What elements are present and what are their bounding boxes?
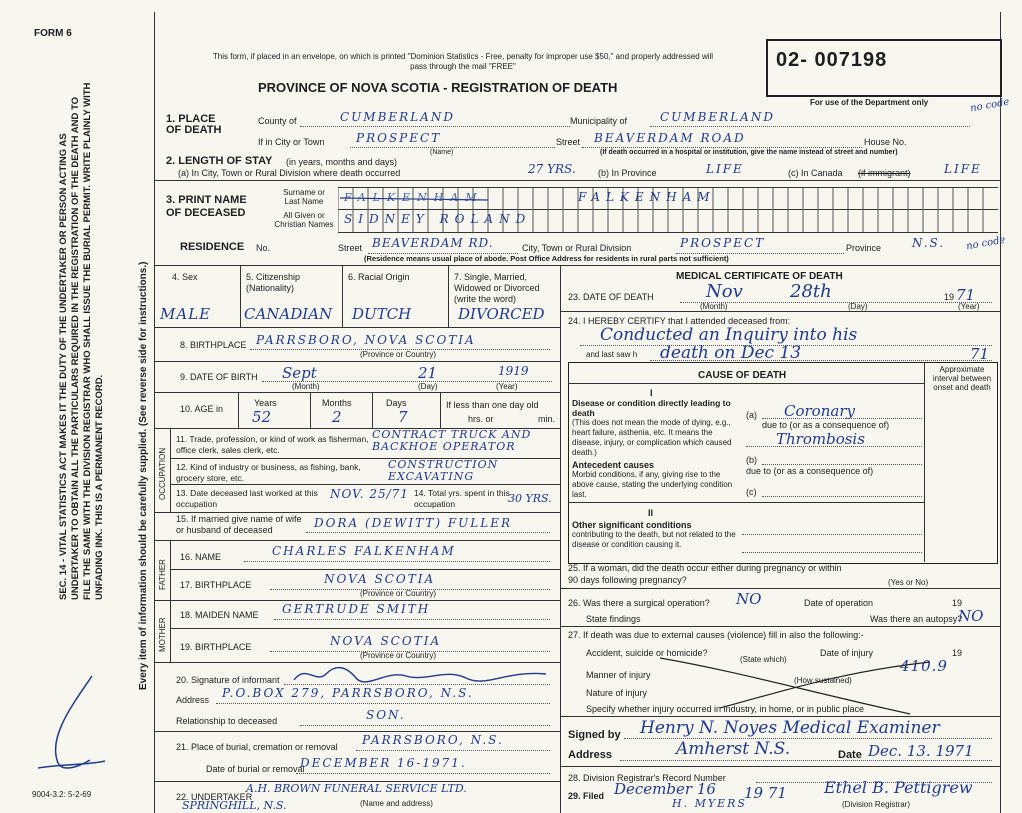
registrar-signature: Ethel B. Pettigrew	[824, 778, 973, 797]
surname-struck: FALKENHAM	[344, 191, 484, 204]
registration-number: 02- 007198	[776, 49, 888, 71]
filed-year: 19 71	[744, 784, 787, 802]
father-side-label: FATHER	[158, 559, 167, 590]
other-head: Other significant conditions	[572, 520, 692, 530]
q24-year: 71	[970, 345, 990, 363]
cause-b-label: (b)	[746, 455, 757, 465]
q23-label: 23. DATE OF DEATH	[568, 292, 654, 302]
sex-label: 4. Sex	[172, 272, 198, 282]
q26-label: 26. Was there a surgical operation?	[568, 598, 710, 608]
age-years: 52	[252, 408, 272, 426]
dob-month: Sept	[282, 364, 317, 382]
nature-label: Nature of injury	[586, 688, 648, 698]
q24-last-seen: and last saw h	[586, 350, 638, 359]
stay-a-label: (a) In City, Town or Rural Division where death occurred	[178, 168, 401, 178]
strike-through	[660, 642, 940, 722]
residence-province-value: N.S.	[912, 236, 946, 250]
form-id: FORM 6	[34, 28, 72, 39]
op-year-prefix: 19	[952, 598, 963, 608]
dob-day: 21	[418, 364, 438, 382]
mother-bp-label: 19. BIRTHPLACE	[180, 642, 252, 652]
due-to-b: due to (or as a consequence of)	[746, 466, 874, 476]
age-days: 7	[398, 408, 408, 426]
residence-no-label: No.	[256, 243, 271, 253]
name-note: (Name)	[430, 149, 454, 156]
age-min: min.	[538, 414, 556, 424]
municipality-label: Municipality of	[570, 116, 628, 126]
place-label: 1. PLACE OF DEATH	[166, 113, 222, 136]
disease-head: Disease or condition directly leading to death	[572, 398, 731, 418]
stay-label: 2. LENGTH OF STAY	[166, 155, 273, 167]
spouse-label: 15. If married give name of wife or husband of deceased	[176, 514, 302, 535]
relationship-value: SON.	[366, 708, 406, 722]
q12-label: 12. Kind of industry or business, as fishing, bank, grocery store, etc.	[176, 462, 361, 483]
age-months: 2	[332, 408, 342, 426]
relationship-label: Relationship to deceased	[176, 716, 278, 726]
street-label: Street	[556, 137, 581, 147]
given-label: All Given or Christian Names	[274, 211, 334, 229]
residence-street-label: Street	[338, 243, 363, 253]
given-value: SIDNEY ROLAND	[344, 212, 532, 226]
dob-label: 9. DATE OF BIRTH	[180, 372, 258, 382]
interval-label: Approximate interval between onset and death	[932, 365, 992, 392]
residence-label: RESIDENCE	[180, 241, 245, 253]
death-day: 28th	[790, 281, 832, 302]
myers-note: H. MYERS	[672, 797, 747, 810]
street-value: BEAVERDAM ROAD	[594, 131, 746, 145]
margin-note: no code	[969, 96, 1011, 115]
city-label: If in City or Town	[258, 137, 325, 147]
father-name: CHARLES FALKENHAM	[272, 544, 456, 558]
q26-value: NO	[736, 590, 762, 608]
death-y-note: (Year)	[958, 302, 980, 311]
stay-b-value: LIFE	[706, 162, 744, 176]
manner-label: Manner of injury	[586, 670, 651, 680]
q25-label: 25. If a woman, did the death occur either during pregnancy or within 90 days following pregnancy?	[568, 563, 842, 585]
death-m-note: (Month)	[700, 302, 728, 311]
q14-label: 14. Total yrs. spent in this occupation	[414, 488, 510, 509]
q13-value: NOV. 25/71	[330, 487, 409, 501]
birthplace-note: (Province or Country)	[360, 350, 437, 359]
dob-d-note: (Day)	[418, 382, 438, 391]
disease-note: (This does not mean the mode of dying, e.g., heart failure, asthenia, etc. It means the disease, injury, or complication which caused death.)	[572, 418, 732, 457]
birthplace-label: 8. BIRTHPLACE	[180, 340, 247, 350]
statute-note: SEC. 14 - VITAL STATISTICS ACT MAKES IT THE DUTY OF THE UNDERTAKER OR PERSON ACTING AS UNDERTAKER TO OBTAIN ALL THE PARTICULARS REQUIRED IN THE REGISTRATION OF THE DEATH AND TO FILE THE SAME WITH THE DIVISION REGISTRAR WHO SHALL ISSUE THE BURIAL PERMIT. WRITE PLAINLY WITH UNFADING INK. THIS IS A PERMANENT RECORD.	[58, 82, 105, 600]
father-name-label: 16. NAME	[180, 552, 222, 562]
hospital-note: (If death occurred in a hospital or institution, give the name instead of street and number)	[600, 149, 898, 156]
dob-y-note: (Year)	[496, 382, 518, 391]
q13-label: 13. Date deceased last worked at this occupation	[176, 488, 318, 509]
op-date-label: Date of operation	[804, 598, 874, 608]
racial-label: 6. Racial Origin	[348, 272, 410, 282]
accident-label: Accident, suicide or homicide?	[586, 648, 708, 658]
dob-m-note: (Month)	[292, 382, 320, 391]
instruction-note: Every item of information should be carefully supplied. (See reverse side for instructions.)	[138, 261, 149, 690]
burial-date-label: Date of burial or removal	[206, 764, 305, 774]
specify-label: Specify whether injury occurred in industry, in home, or in public place	[586, 704, 864, 714]
cause-c-label: (c)	[746, 487, 757, 497]
father-bp-note: (Province or Country)	[360, 589, 437, 598]
mother-name-label: 18. MAIDEN NAME	[180, 610, 259, 620]
father-bp: NOVA SCOTIA	[324, 572, 436, 586]
stay-c-label: (c) In Canada	[788, 168, 843, 178]
informant-label: 20. Signature of informant	[176, 675, 280, 685]
q12-value: CONSTRUCTION EXCAVATING	[388, 458, 499, 483]
undertaker-city: SPRINGHILL, N.S.	[182, 799, 287, 812]
age-months-label: Months	[322, 398, 352, 408]
undertaker-value: A.H. BROWN FUNERAL SERVICE LTD.	[246, 782, 467, 795]
burial-label: 21. Place of burial, cremation or removal	[176, 742, 338, 752]
registrar-note: (Division Registrar)	[842, 800, 911, 809]
other-note: contributing to the death, but not related to the disease or condition causing it.	[572, 530, 736, 549]
findings-label: State findings	[586, 614, 641, 624]
part-2: II	[648, 508, 654, 518]
spouse-value: DORA (DEWITT) FULLER	[314, 516, 513, 530]
death-year: 71	[956, 286, 976, 304]
residence-province-label: Province	[846, 243, 882, 253]
age-years-label: Years	[254, 398, 277, 408]
q24-from: Conducted an Inquiry into his	[600, 325, 858, 345]
physician-date-label: Date	[838, 749, 862, 761]
part-1: I	[650, 388, 653, 398]
medical-title: MEDICAL CERTIFICATE OF DEATH	[676, 271, 843, 282]
burial-date: DECEMBER 16-1971.	[300, 756, 467, 770]
marital-value: DIVORCED	[458, 305, 545, 323]
surname-value: FALKENHAM	[578, 190, 716, 204]
q24-to: death on Dec 13	[660, 343, 802, 363]
citizenship-value: CANADIAN	[244, 305, 333, 323]
filed-date: December 16	[614, 780, 716, 798]
autopsy-label: Was there an autopsy?	[870, 614, 963, 624]
mother-name: GERTRUDE SMITH	[282, 602, 431, 616]
stay-a-value: 27 YRS.	[528, 162, 576, 176]
physician-signature: Henry N. Noyes Medical Examiner	[640, 718, 940, 738]
occupation-side-label: OCCUPATION	[158, 447, 167, 500]
stay-sub: (in years, months and days)	[286, 157, 398, 167]
margin-signature	[30, 668, 110, 778]
age-days-label: Days	[386, 398, 407, 408]
q11-value: CONTRACT TRUCK AND BACKHOE OPERATOR	[372, 428, 532, 453]
death-month: Nov	[706, 281, 743, 302]
postal-notice: This form, if placed in an envelope, on which is printed "Dominion Statistics - Free, penalty for improper use $50," and properly addressed will pass through the mail "FREE"	[212, 52, 714, 71]
dob-year: 1919	[498, 364, 529, 378]
marital-label: 7. Single, Married, Widowed or Divorced (write the word)	[454, 272, 540, 304]
mother-bp-note: (Province or Country)	[360, 651, 437, 660]
citizenship-label: 5. Citizenship (Nationality)	[246, 272, 301, 293]
injury-year-prefix: 19	[952, 648, 963, 658]
racial-value: DUTCH	[352, 305, 412, 323]
q25-yes-no: (Yes or No)	[888, 578, 929, 587]
deceased-name-label: 3. PRINT NAME OF DECEASED	[166, 194, 247, 219]
surname-label: Surname or Last Name	[283, 188, 325, 206]
cause-a-value: Coronary	[784, 402, 855, 420]
residence-street-value: BEAVERDAM RD.	[372, 236, 494, 250]
antecedent-head: Antecedent causes	[572, 460, 655, 470]
injury-date-label: Date of injury	[820, 648, 874, 658]
undertaker-note: (Name and address)	[360, 799, 433, 808]
print-code: 9004-3.2: 5-2-69	[32, 790, 92, 799]
form-title: PROVINCE OF NOVA SCOTIA - REGISTRATION OF DEATH	[258, 80, 618, 95]
residence-city-value: PROSPECT	[680, 236, 766, 250]
cause-a2-value: Thrombosis	[776, 430, 865, 448]
cause-title: CAUSE OF DEATH	[698, 370, 787, 381]
mother-bp: NOVA SCOTIA	[330, 634, 442, 648]
cause-code: 410.9	[900, 657, 948, 675]
antecedent-note: Morbid conditions, if any, giving rise to the above cause, stating the underlying condition last.	[572, 470, 733, 499]
age-label: 10. AGE in	[180, 404, 224, 414]
dept-use: For use of the Department only	[810, 98, 929, 107]
name-grid	[338, 187, 998, 233]
stay-c-struck: (if immigrant)	[858, 168, 911, 178]
municipality-value: CUMBERLAND	[660, 110, 775, 124]
stay-b-label: (b) In Province	[598, 168, 657, 178]
residence-note: (Residence means usual place of abode. Post Office Address for residents in rural parts not sufficient)	[364, 254, 729, 263]
birthplace-value: PARRSBORO, NOVA SCOTIA	[256, 333, 476, 347]
mother-side-label: MOTHER	[158, 617, 167, 652]
q28-label: 28. Division Registrar's Record Number	[568, 773, 726, 783]
autopsy-value: NO	[958, 607, 984, 625]
house-label: House No.	[864, 137, 907, 147]
physician-address-label: Address	[568, 749, 613, 761]
age-hrs: hrs. or	[468, 414, 494, 424]
sex-value: MALE	[160, 305, 212, 323]
physician-date: Dec. 13. 1971	[868, 742, 974, 760]
father-bp-label: 17. BIRTHPLACE	[180, 580, 252, 590]
q11-label: 11. Trade, profession, or kind of work as fisherman, office clerk, sales clerk, etc.	[176, 434, 369, 455]
q27-label: 27. If death was due to external causes (violence) fill in also the following:-	[568, 630, 864, 640]
death-year-prefix: 19	[944, 292, 955, 302]
how-sustained: (How sustained)	[794, 676, 852, 685]
stay-c-value: LIFE	[944, 162, 982, 176]
informant-address: P.O.BOX 279, PARRSBORO, N.S.	[222, 686, 474, 700]
city-value: PROSPECT	[356, 131, 442, 145]
death-d-note: (Day)	[848, 302, 868, 311]
burial-place: PARRSBORO, N.S.	[362, 733, 504, 747]
registration-box	[766, 39, 1002, 97]
informant-address-label: Address	[176, 695, 210, 705]
signed-label: Signed by	[568, 729, 621, 741]
due-to-a: due to (or as a consequence of)	[762, 420, 890, 430]
undertaker-label: 22. UNDERTAKER	[176, 792, 253, 802]
q14-value: 30 YRS.	[508, 492, 552, 505]
q24-label: 24. I HEREBY CERTIFY that I attended deceased from:	[568, 316, 791, 326]
cause-a-label: (a)	[746, 410, 757, 420]
physician-address: Amherst N.S.	[676, 739, 791, 759]
state-which: (State which)	[740, 655, 787, 664]
q29-label: 29. Filed	[568, 791, 605, 801]
county-value: CUMBERLAND	[340, 110, 455, 124]
age-less-label: If less than one day old	[446, 400, 539, 410]
residence-city-label: City, Town or Rural Division	[522, 243, 632, 253]
residence-note-hw: no code	[965, 234, 1007, 253]
county-label: County of	[258, 116, 297, 126]
